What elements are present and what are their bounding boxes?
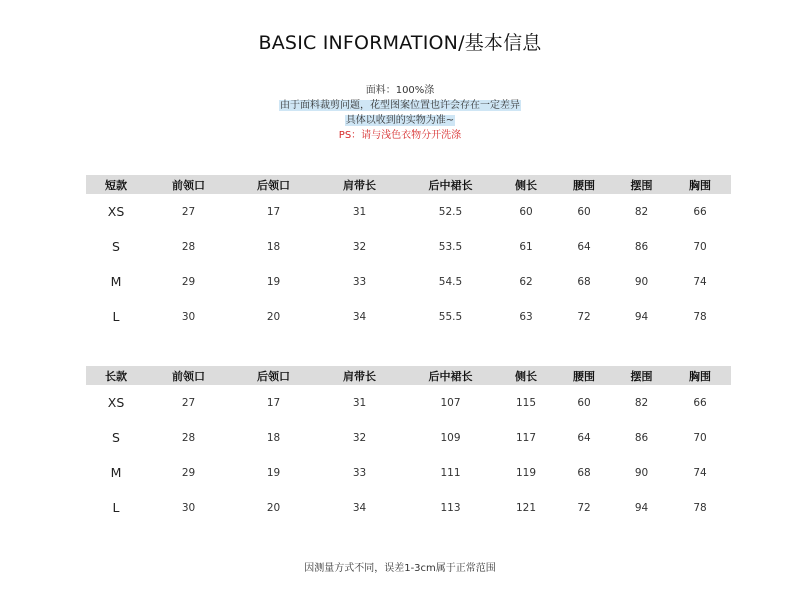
column-header: 胸围 [669, 175, 731, 194]
measurement-cell: 90 [634, 466, 649, 479]
measurement-cell: 33 [352, 466, 367, 479]
measurement-cell: 90 [634, 275, 649, 288]
size-label: L [112, 500, 120, 515]
table-header-row [86, 175, 731, 194]
measurement-cell: 60 [577, 205, 591, 218]
measurement-cell: 64 [577, 240, 591, 253]
measurement-cell: 68 [577, 275, 591, 288]
measurement-cell: 60 [519, 205, 533, 218]
size-label: S [112, 430, 120, 445]
wash-note: PS：请与浅色衣物分开洗涤 [338, 130, 462, 141]
measurement-cell: 66 [693, 396, 707, 409]
measurement-cell: 33 [352, 275, 367, 288]
measurement-cell: 31 [352, 205, 367, 218]
column-header: 后中裙长 [403, 175, 498, 194]
measurement-cell: 78 [693, 310, 707, 323]
measurement-cell: 86 [634, 240, 649, 253]
measurement-cell: 94 [634, 501, 649, 514]
measurement-cell: 66 [693, 205, 707, 218]
measurement-cell: 121 [515, 501, 537, 514]
measurement-cell: 20 [266, 310, 281, 323]
measurement-cell: 63 [519, 310, 533, 323]
size-label: S [112, 239, 120, 254]
measurement-cell: 19 [266, 275, 281, 288]
table-row [86, 455, 731, 490]
table-row [86, 385, 731, 420]
measurement-cell: 34 [352, 310, 367, 323]
measurement-cell: 34 [352, 501, 367, 514]
table-row [86, 194, 731, 229]
measurement-cell: 52.5 [438, 205, 463, 218]
measurement-cell: 82 [634, 396, 649, 409]
table-row [86, 490, 731, 525]
column-header: 后中裙长 [403, 366, 498, 385]
measurement-cell: 115 [515, 396, 537, 409]
fabric-note: 面料：100%涤 [365, 85, 435, 96]
measurement-cell: 64 [577, 431, 591, 444]
column-header: 摆围 [614, 366, 669, 385]
table-row [86, 420, 731, 455]
measurement-cell: 28 [181, 431, 196, 444]
table-header-row [86, 366, 731, 385]
measurement-cell: 119 [515, 466, 537, 479]
measurement-cell: 27 [181, 205, 196, 218]
measurement-cell: 32 [352, 431, 367, 444]
table-row [86, 229, 731, 264]
table-row [86, 264, 731, 299]
measurement-cell: 109 [440, 431, 461, 444]
notes-block [0, 83, 800, 143]
measurement-cell: 78 [693, 501, 707, 514]
size-label: M [110, 274, 122, 289]
measurement-cell: 94 [634, 310, 649, 323]
column-header: 腰围 [554, 175, 614, 194]
measurement-cell: 86 [634, 431, 649, 444]
measurement-cell: 60 [577, 396, 591, 409]
measurement-cell: 53.5 [438, 240, 463, 253]
long-size-table [86, 366, 731, 525]
measurement-cell: 70 [693, 240, 707, 253]
measurement-cell: 29 [181, 466, 196, 479]
measurement-cell: 20 [266, 501, 281, 514]
column-header: 腰围 [554, 366, 614, 385]
size-label: XS [107, 395, 125, 410]
measurement-cell: 19 [266, 466, 281, 479]
measurement-cell: 54.5 [438, 275, 463, 288]
measurement-cell: 32 [352, 240, 367, 253]
measurement-cell: 17 [266, 205, 281, 218]
pattern-note: 由于面料裁剪问题，花型图案位置也许会存在一定差异 [280, 100, 520, 111]
measurement-cell: 107 [440, 396, 461, 409]
measurement-cell: 74 [693, 466, 707, 479]
measurement-cell: 18 [266, 431, 281, 444]
size-label: L [112, 309, 120, 324]
column-header: 前领口 [146, 366, 231, 385]
column-header: 后领口 [231, 366, 316, 385]
column-header: 肩带长 [316, 366, 403, 385]
column-header: 后领口 [231, 175, 316, 194]
actual-item-note: 具体以收到的实物为准~ [345, 115, 455, 126]
measurement-cell: 17 [266, 396, 281, 409]
column-header: 侧长 [498, 175, 554, 194]
measurement-cell: 29 [181, 275, 196, 288]
table-row [86, 299, 731, 334]
column-header: 长款 [86, 366, 146, 385]
measurement-cell: 113 [440, 501, 461, 514]
measurement-footnote: 因测量方式不同，误差1-3cm属于正常范围 [304, 563, 496, 574]
measurement-cell: 27 [181, 396, 196, 409]
size-label: XS [107, 204, 125, 219]
measurement-cell: 111 [440, 466, 461, 479]
measurement-cell: 28 [181, 240, 196, 253]
column-header: 胸围 [669, 366, 731, 385]
measurement-cell: 68 [577, 466, 591, 479]
column-header: 肩带长 [316, 175, 403, 194]
measurement-cell: 74 [693, 275, 707, 288]
measurement-cell: 117 [515, 431, 537, 444]
column-header: 侧长 [498, 366, 554, 385]
measurement-cell: 72 [577, 501, 591, 514]
column-header: 摆围 [614, 175, 669, 194]
measurement-cell: 18 [266, 240, 281, 253]
measurement-cell: 30 [181, 310, 196, 323]
measurement-cell: 31 [352, 396, 367, 409]
measurement-cell: 70 [693, 431, 707, 444]
column-header: 短款 [86, 175, 146, 194]
measurement-cell: 62 [519, 275, 533, 288]
page-title: BASIC INFORMATION/基本信息 [258, 32, 542, 54]
column-header: 前领口 [146, 175, 231, 194]
short-size-table [86, 175, 731, 334]
measurement-cell: 72 [577, 310, 591, 323]
measurement-cell: 55.5 [438, 310, 463, 323]
size-label: M [110, 465, 122, 480]
measurement-cell: 30 [181, 501, 196, 514]
measurement-cell: 82 [634, 205, 649, 218]
measurement-cell: 61 [519, 240, 533, 253]
